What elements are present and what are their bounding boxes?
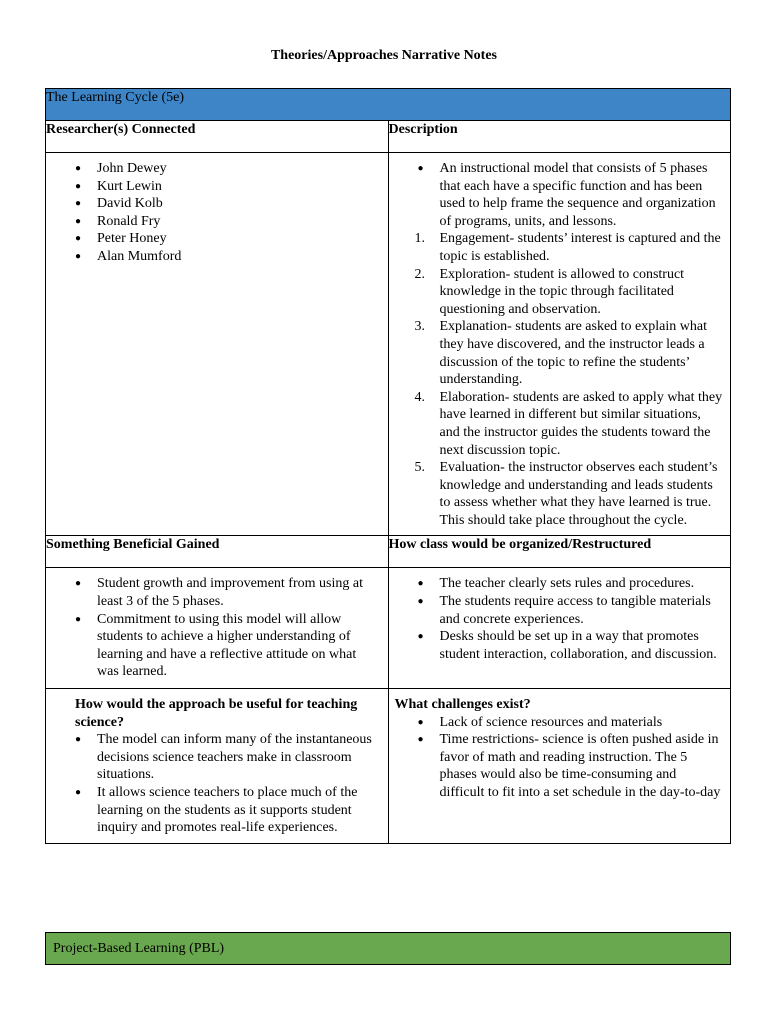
phases-list bbox=[389, 230, 725, 529]
list-item: Elaboration- students are asked to apply what they have learned in different but similar situations, and the instructor guides the students toward the next discussion topic. bbox=[439, 389, 723, 458]
list-item: ● Desks should be set up in a way that promotes student interaction, collaboration, and discussion. bbox=[389, 628, 725, 663]
header-beneficial: Something Beneficial Gained bbox=[46, 536, 389, 568]
list-item: ● Kurt Lewin bbox=[46, 178, 382, 196]
list-item: Engagement- students’ interest is captured and the topic is established. bbox=[439, 231, 721, 264]
content-row-1 bbox=[46, 153, 731, 536]
list-item: Exploration- student is allowed to construct knowledge in the topic through facilitated questioning and observation. bbox=[439, 266, 685, 317]
header-organized: How class would be organized/Restructured bbox=[388, 536, 731, 568]
challenges-question: What challenges exist? bbox=[394, 697, 531, 713]
header-row-2 bbox=[46, 536, 731, 568]
description-cell bbox=[388, 153, 731, 536]
list-item: Explanation- students are asked to explain what they have discovered, and the instructor leads a discussion of the topic to refine the students’ understanding. bbox=[439, 319, 707, 388]
list-item: ● Time restrictions- science is often pushed aside in favor of math and reading instruction. The 5 phases would also be time-consuming and difficult to fit into a set schedule in the day-to-day bbox=[389, 731, 725, 801]
header-description: Description bbox=[388, 121, 731, 153]
list-item: ● Alan Mumford bbox=[46, 248, 382, 266]
useful-question: How would the approach be useful for teaching science? bbox=[75, 697, 358, 730]
list-item: ● The teacher clearly sets rules and procedures. bbox=[389, 575, 725, 593]
researchers-cell bbox=[46, 153, 389, 536]
researchers-list bbox=[46, 160, 382, 266]
challenges-list bbox=[389, 714, 725, 802]
useful-list bbox=[46, 731, 382, 837]
list-item: ● The model can inform many of the instantaneous decisions science teachers make in classroom situations. bbox=[46, 731, 382, 784]
beneficial-cell bbox=[46, 568, 389, 689]
section-banner-learning-cycle: The Learning Cycle (5e) bbox=[46, 89, 731, 121]
list-item: ● Lack of science resources and materials bbox=[389, 714, 725, 732]
list-item: ● Peter Honey bbox=[46, 230, 382, 248]
section-banner-row bbox=[46, 89, 731, 121]
document-title: Theories/Approaches Narrative Notes bbox=[270, 48, 498, 63]
list-item: ● Student growth and improvement from using at least 3 of the 5 phases. bbox=[46, 575, 382, 610]
pbl-banner-label: Project-Based Learning (PBL) bbox=[53, 941, 225, 956]
list-item: ● The students require access to tangible materials and concrete experiences. bbox=[389, 593, 725, 628]
header-researchers: Researcher(s) Connected bbox=[46, 121, 389, 153]
list-item: ● It allows science teachers to place much of the learning on the students as it supports student inquiry and promotes real-life experiences. bbox=[46, 784, 382, 837]
content-row-3 bbox=[46, 689, 731, 844]
organized-list bbox=[389, 575, 725, 663]
content-row-2 bbox=[46, 568, 731, 689]
useful-cell bbox=[46, 689, 389, 844]
section-banner-pbl bbox=[45, 932, 731, 965]
list-item: ● Commitment to using this model will allow students to achieve a higher understanding of learning and have a reflective attitude on what was learned. bbox=[46, 611, 382, 681]
organized-cell bbox=[388, 568, 731, 689]
list-item: ● Ronald Fry bbox=[46, 213, 382, 231]
beneficial-list bbox=[46, 575, 382, 681]
learning-cycle-table bbox=[45, 88, 731, 844]
challenges-cell bbox=[388, 689, 731, 844]
list-item: ● An instructional model that consists of 5 phases that each have a specific function and has been used to help frame the sequence and organization of programs, units, and lessons. bbox=[389, 160, 725, 230]
list-item: Evaluation- the instructor observes each student’s knowledge and understanding and leads students to assess whether what they have learned is true. This should take place throughout the cycle. bbox=[439, 460, 718, 528]
list-item: ● David Kolb bbox=[46, 195, 382, 213]
description-intro-list bbox=[389, 160, 725, 230]
header-row-1 bbox=[46, 121, 731, 153]
list-item: ● John Dewey bbox=[46, 160, 382, 178]
